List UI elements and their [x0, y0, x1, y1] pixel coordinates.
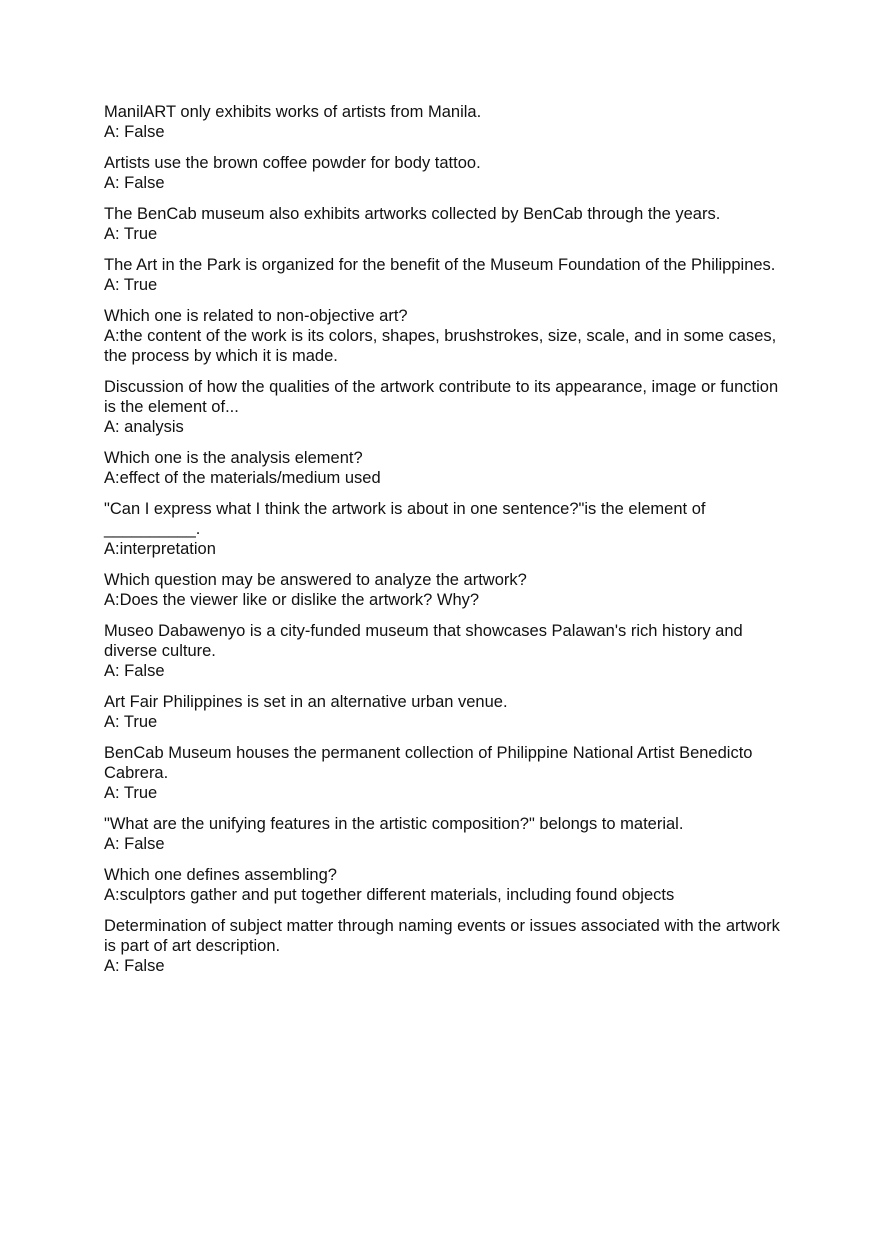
- question-text: Which one is the analysis element?: [104, 448, 363, 467]
- qa-item: [104, 916, 784, 977]
- answer-text: A:effect of the materials/medium used: [104, 469, 381, 488]
- answer-text: A: True: [104, 275, 158, 294]
- question-text: Art Fair Philippines is set in an alternative urban venue.: [104, 692, 508, 711]
- qa-item: [104, 255, 784, 295]
- qa-item: [104, 204, 784, 244]
- qa-item: [104, 448, 784, 488]
- question-text: The BenCab museum also exhibits artworks collected by BenCab through the years.: [104, 204, 721, 223]
- question-text: Which one is related to non-objective art?: [104, 306, 408, 325]
- qa-item: [104, 306, 784, 367]
- answer-text: A: False: [104, 123, 165, 142]
- answer-text: A: False: [104, 957, 165, 976]
- answer-text: A:Does the viewer like or dislike the artwork? Why?: [104, 591, 480, 610]
- qa-item: [104, 743, 784, 804]
- question-text: "Can I express what I think the artwork is about in one sentence?"is the element of __________.: [104, 499, 706, 538]
- question-text: Which one defines assembling?: [104, 865, 337, 884]
- answer-text: A: False: [104, 662, 165, 681]
- question-text: Determination of subject matter through naming events or issues associated with the artwork is part of art description.: [104, 916, 780, 955]
- question-text: Artists use the brown coffee powder for body tattoo.: [104, 153, 481, 172]
- qa-item: [104, 102, 784, 142]
- qa-item: [104, 865, 784, 905]
- qa-item: [104, 153, 784, 193]
- qa-item: [104, 814, 784, 854]
- question-text: Which question may be answered to analyze the artwork?: [104, 570, 527, 589]
- answer-text: A: True: [104, 713, 158, 732]
- answer-text: A:sculptors gather and put together different materials, including found objects: [104, 886, 675, 904]
- answer-text: A: False: [104, 174, 165, 193]
- question-text: "What are the unifying features in the artistic composition?" belongs to material.: [104, 814, 684, 833]
- qa-item: [104, 377, 784, 438]
- answer-text: A:the content of the work is its colors, shapes, brushstrokes, size, scale, and in some cases, the process by which it is made.: [104, 326, 777, 366]
- answer-text: A: False: [104, 835, 165, 854]
- qa-item: [104, 499, 784, 560]
- answer-text: A:interpretation: [104, 540, 216, 559]
- qa-item: [104, 621, 784, 682]
- question-text: The Art in the Park is organized for the benefit of the Museum Foundation of the Philippines.: [104, 255, 776, 274]
- question-text: BenCab Museum houses the permanent collection of Philippine National Artist Benedicto Cabrera.: [104, 743, 753, 782]
- answer-text: A: True: [104, 225, 158, 244]
- question-text: Museo Dabawenyo is a city-funded museum that showcases Palawan's rich history and diverse culture.: [104, 621, 743, 660]
- qa-item: [104, 692, 784, 732]
- answer-text: A: analysis: [104, 418, 184, 437]
- qa-item: [104, 570, 784, 610]
- answer-text: A: True: [104, 784, 158, 803]
- question-text: ManilART only exhibits works of artists from Manila.: [104, 103, 482, 121]
- question-text: Discussion of how the qualities of the artwork contribute to its appearance, image or function is the element of...: [104, 377, 779, 416]
- document-page: [104, 102, 784, 987]
